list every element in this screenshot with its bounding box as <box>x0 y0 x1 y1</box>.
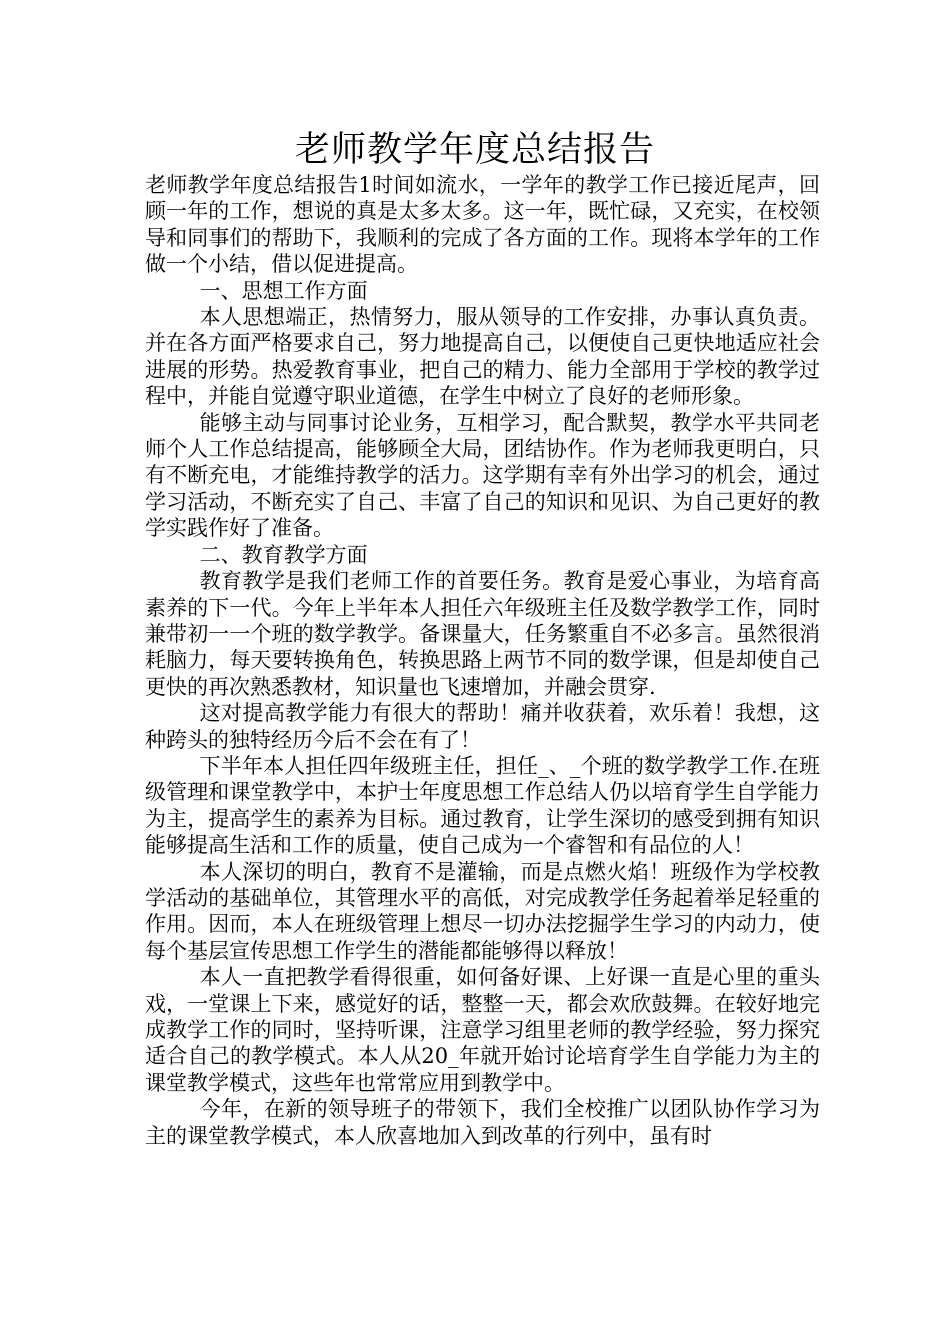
body-paragraph: 本人一直把教学看得很重，如何备好课、上好课一直是心里的重头戏，一堂课上下来，感觉好的话，整整一天，都会欢欣鼓舞。在较好地完成教学工作的同时，坚持听课，注意学习组里老师的教学经验，努力探究适合自己的教学模式。本人从20_年就开始讨论培育学生自学能力为主的课堂教学模式，这些年也常常应用到教学中。 <box>145 965 820 1095</box>
body-paragraph: 本人思想端正，热情努力，服从领导的工作安排，办事认真负责。并在各方面严格要求自己，努力地提高自己，以便使自己更快地适应社会进展的形势。热爱教育事业，把自己的精力、能力全部用于学校的教学过程中，并能自觉遵守职业道德，在学生中树立了良好的老师形象。 <box>145 305 820 409</box>
document-title: 老师教学年度总结报告 <box>294 130 655 170</box>
section-heading-teaching: 二、教育教学方面 <box>199 542 368 567</box>
section-heading-ideology: 一、思想工作方面 <box>199 278 368 303</box>
body-paragraph: 本人深切的明白，教育不是灌输，而是点燃火焰！班级作为学校教学活动的基础单位，其管理水平的高低，对完成教学任务起着举足轻重的作用。因而，本人在班级管理上想尽一切办法挖掘学生学习的内动力，使每个基层宣传思想工作学生的潜能都能够得以释放！ <box>145 859 820 963</box>
document-body <box>145 172 820 1149</box>
body-paragraph: 教育教学是我们老师工作的首要任务。教育是爱心事业，为培育高素养的下一代。今年上半年本人担任六年级班主任及数学教学工作，同时兼带初一一个班的数学教学。备课量大，任务繁重自不必多言。虽然很消耗脑力，每天要转换角色，转换思路上两节不同的数学课，但是却使自己更快的再次熟悉教材，知识量也飞速增加，并融会贯穿. <box>145 569 820 699</box>
intro-paragraph: 老师教学年度总结报告1时间如流水，一学年的教学工作已接近尾声，回顾一年的工作，想说的真是太多太多。这一年，既忙碌，又充实，在校领导和同事们的帮助下，我顺利的完成了各方面的工作。现将本学年的工作做一个小结，借以促进提高。 <box>145 173 820 277</box>
body-paragraph: 这对提高教学能力有很大的帮助！痛并收获着，欢乐着！我想，这种跨头的独特经历今后不会在有了！ <box>145 701 820 752</box>
body-paragraph: 下半年本人担任四年级班主任，担任_、_个班的数学教学工作.在班级管理和课堂教学中，本护士年度思想工作总结人仍以培育学生自学能力为主，提高学生的素养为目标。通过教育，让学生深切的感受到拥有知识能够提高生活和工作的质量，使自己成为一个睿智和有品位的人！ <box>145 753 820 858</box>
body-paragraph: 今年，在新的领导班子的带领下，我们全校推广以团队协作学习为主的课堂教学模式，本人欣喜地加入到改革的行列中，虽有时 <box>145 1097 820 1148</box>
body-paragraph: 能够主动与同事讨论业务，互相学习，配合默契，教学水平共同老师个人工作总结提高，能够顾全大局，团结协作。作为老师我更明白，只有不断充电，才能维持教学的活力。这学期有幸有外出学习的机会，通过学习活动，不断充实了自己、丰富了自己的知识和见识、为自己更好的教学实践作好了准备。 <box>145 410 820 541</box>
